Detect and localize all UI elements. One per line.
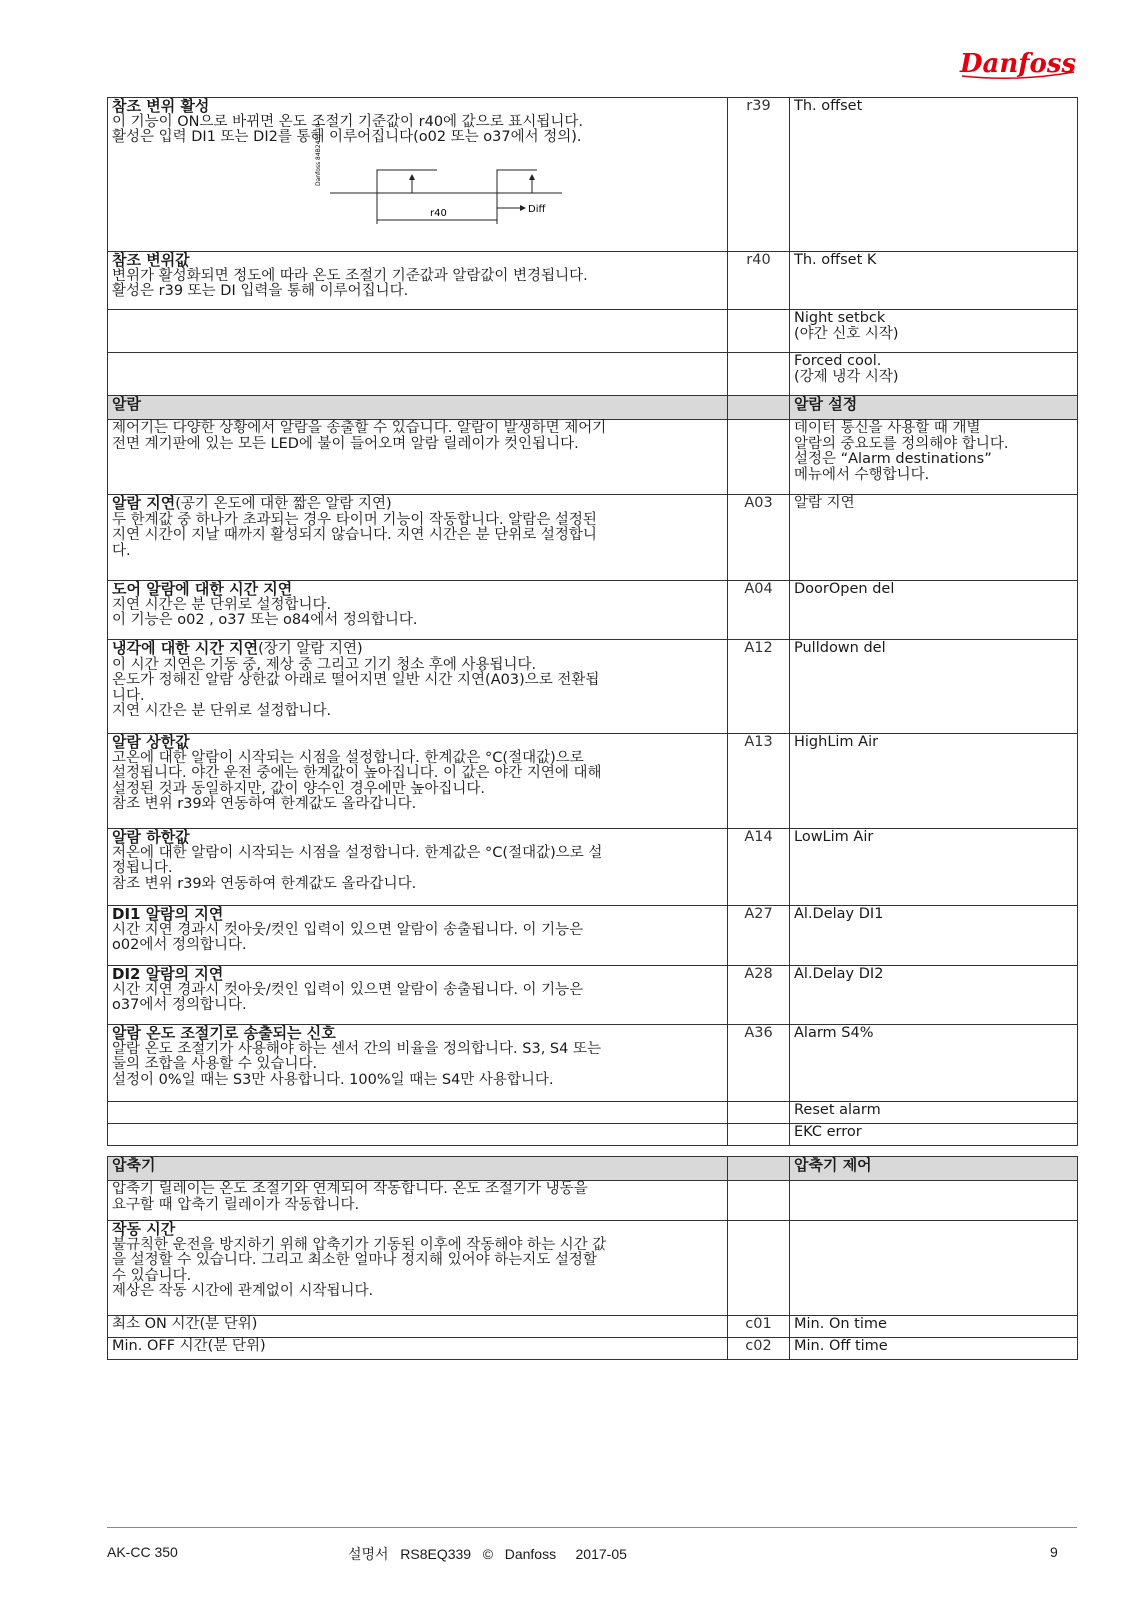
param-name: Al.Delay DI1 (790, 906, 1078, 966)
table-row (108, 734, 1078, 829)
table-gap (108, 1146, 1078, 1157)
diagram-side-text: Danfoss 84B2457.10 (315, 122, 322, 186)
table-row (108, 829, 1078, 906)
row-description: 두 한계값 중 하나가 초과되는 경우 타이머 기능이 작동합니다. 알람은 설정된 지연 시간이 지날 때까지 활성되지 않습니다. 지연 시간은 분 단위로 설정합니 다. (112, 511, 597, 559)
table-row (108, 1025, 1078, 1102)
table-row (108, 1181, 1078, 1221)
row-description: 시간 지연 경과시 컷아웃/컷인 입력이 있으면 알람이 송출됩니다. 이 기능은 o37에서 정의합니다. (112, 981, 584, 1013)
param-name: EKC error (790, 1124, 1078, 1146)
row-title: 냉각에 대한 시간 지연 (112, 639, 259, 657)
row-description: 압축기 릴레이는 온도 조절기와 연계되어 작동합니다. 온도 조절기가 냉동을 요구할 때 압축기 릴레이가 작동합니다. (108, 1181, 728, 1221)
row-description: 이 기능이 ON으로 바뀌면 온도 조절기 기준값이 r40에 값으로 표시됩니다. 활성은 입력 DI1 또는 DI2를 통해 이루어집니다(o02 또는 o37에서 정의). (112, 113, 583, 145)
row-title: 참조 변위값 (112, 251, 190, 269)
param-name: Al.Delay DI2 (790, 966, 1078, 1025)
row-title: 참조 변위 활성 (112, 97, 210, 115)
row-title: DI1 알람의 지연 (112, 905, 224, 923)
row-description: 지연 시간은 분 단위로 설정합니다. 이 기능은 o02 , o37 또는 o84에서 정의합니다. (112, 596, 418, 628)
svg-text:Danfoss: Danfoss (960, 49, 1077, 79)
table-row (108, 310, 1078, 353)
param-code: A27 (728, 906, 790, 966)
footer-model: AK-CC 350 (107, 1544, 178, 1560)
param-code: r40 (728, 252, 790, 310)
table-row (108, 906, 1078, 966)
table-row (108, 495, 1078, 581)
table-row (108, 1221, 1078, 1316)
table-row (108, 640, 1078, 734)
row-title: 알람 지연 (112, 494, 176, 512)
param-name: Min. On time (790, 1316, 1078, 1338)
param-name: Reset alarm (790, 1102, 1078, 1124)
param-name: 알람 지연 (790, 495, 1078, 581)
param-name: LowLim Air (790, 829, 1078, 906)
param-name: HighLim Air (790, 734, 1078, 829)
table-row (108, 252, 1078, 310)
diagram-label-diff: Diff (528, 203, 546, 215)
row-description: 변위가 활성화되면 정도에 따라 온도 조절기 기준값과 알람값이 변경됩니다. 활성은 r39 또는 DI 입력을 통해 이루어집니다. (112, 267, 588, 299)
danfoss-logo (958, 42, 1078, 84)
footer-doc-info: 설명서 RS8EQ339 © Danfoss 2017-05 (348, 1546, 627, 1562)
table-row (108, 1316, 1078, 1338)
diagram-label-r40: r40 (430, 207, 447, 219)
row-title: 작동 시간 (112, 1220, 176, 1238)
row-title-suffix: (공기 온도에 대한 짧은 알람 지연) (175, 496, 392, 512)
row-title: 알람 하한값 (112, 828, 190, 846)
param-name: Forced cool. (강제 냉각 시작) (790, 353, 1078, 396)
param-code: A03 (728, 495, 790, 581)
row-title: 도어 알람에 대한 시간 지연 (112, 580, 293, 598)
section-header-alarm (108, 396, 1078, 420)
table-row (108, 581, 1078, 640)
row-description: 알람 온도 조절기가 사용해야 하는 센서 간의 비율을 정의합니다. S3, S4 또는 둘의 조합을 사용할 수 있습니다. 설정이 0%일 때는 S3만 사용합니다. 100%일 때는 S4만 사용합니다. (112, 1040, 601, 1088)
section-right-title: 알람 설정 (790, 396, 1078, 420)
table-row (108, 1124, 1078, 1146)
param-code: c02 (728, 1338, 790, 1360)
row-title: 알람 상한값 (112, 733, 190, 751)
page-number: 9 (1050, 1544, 1058, 1560)
row-description: 시간 지연 경과시 컷아웃/컷인 입력이 있으면 알람이 송출됩니다. 이 기능은 o02에서 정의합니다. (112, 921, 584, 953)
param-code: A14 (728, 829, 790, 906)
param-code: A12 (728, 640, 790, 734)
param-name: Th. offset (790, 98, 1078, 252)
param-name: Th. offset K (790, 252, 1078, 310)
table-row (108, 353, 1078, 396)
row-description: 최소 ON 시간(분 단위) (108, 1316, 728, 1338)
table-row (108, 420, 1078, 495)
row-description: 이 시간 지연은 기동 중, 제상 중 그리고 기기 청소 후에 사용됩니다. 온도가 정해진 알람 상한값 아래로 떨어지면 일반 시간 지연(A03)으로 전환됩 니다. 지연 시간은 분 단위로 설정합니다. (112, 656, 600, 719)
section-right-title: 압축기 제어 (790, 1157, 1078, 1181)
section-title: 알람 (108, 396, 728, 420)
param-name: DoorOpen del (790, 581, 1078, 640)
table-row (108, 98, 1078, 252)
param-name: 데이터 통신을 사용할 때 개별 알람의 중요도를 정의해야 합니다. 설정은 “Alarm destinations” 메뉴에서 수행합니다. (790, 420, 1078, 495)
row-description: 제어기는 다양한 상황에서 알람을 송출할 수 있습니다. 알람이 발생하면 제어기 전면 계기판에 있는 모든 LED에 불이 들어오며 알람 릴레이가 컷인됩니다. (108, 420, 728, 495)
row-description: 불규칙한 운전을 방지하기 위해 압축기가 기동된 이후에 작동해야 하는 시간 값 을 설정할 수 있습니다. 그리고 최소한 얼마나 정지해 있어야 하는지도 설정할 수 있습니다. 제상은 작동 시간에 관계없이 시작됩니다. (112, 1236, 607, 1299)
param-code: A28 (728, 966, 790, 1025)
param-code: A04 (728, 581, 790, 640)
param-name: Alarm S4% (790, 1025, 1078, 1102)
row-description: Min. OFF 시간(분 단위) (108, 1338, 728, 1360)
param-code: A36 (728, 1025, 790, 1102)
section-header-compressor (108, 1157, 1078, 1181)
table-row (108, 1102, 1078, 1124)
parameter-table (107, 97, 1078, 1360)
section-title: 압축기 (108, 1157, 728, 1181)
param-name: Night setbck (야간 신호 시작) (790, 310, 1078, 353)
row-title: DI2 알람의 지연 (112, 965, 224, 983)
param-name: Pulldown del (790, 640, 1078, 734)
offset-diagram (312, 122, 572, 226)
table-row (108, 1338, 1078, 1360)
row-description: 저온에 대한 알람이 시작되는 시점을 설정합니다. 한계값은 °C(절대값)으로 설 정됩니다. 참조 변위 r39와 연동하여 한계값도 올라갑니다. (112, 844, 603, 892)
param-code: c01 (728, 1316, 790, 1338)
footer-divider (107, 1527, 1077, 1528)
param-code: r39 (728, 98, 790, 252)
row-title-suffix: (장기 알람 지연) (258, 641, 363, 657)
table-row (108, 966, 1078, 1025)
row-title: 알람 온도 조절기로 송출되는 신호 (112, 1024, 336, 1042)
param-code: A13 (728, 734, 790, 829)
param-name: Min. Off time (790, 1338, 1078, 1360)
row-description: 고온에 대한 알람이 시작되는 시점을 설정합니다. 한계값은 °C(절대값)으로 설정됩니다. 야간 운전 중에는 한계값이 높아집니다. 이 값은 야간 지연에 대해 설정된 것과 동일하지만, 값이 양수인 경우에만 높아집니다. 참조 변위 r39와 연동하여 한계값도 올라갑니다. (112, 749, 602, 812)
